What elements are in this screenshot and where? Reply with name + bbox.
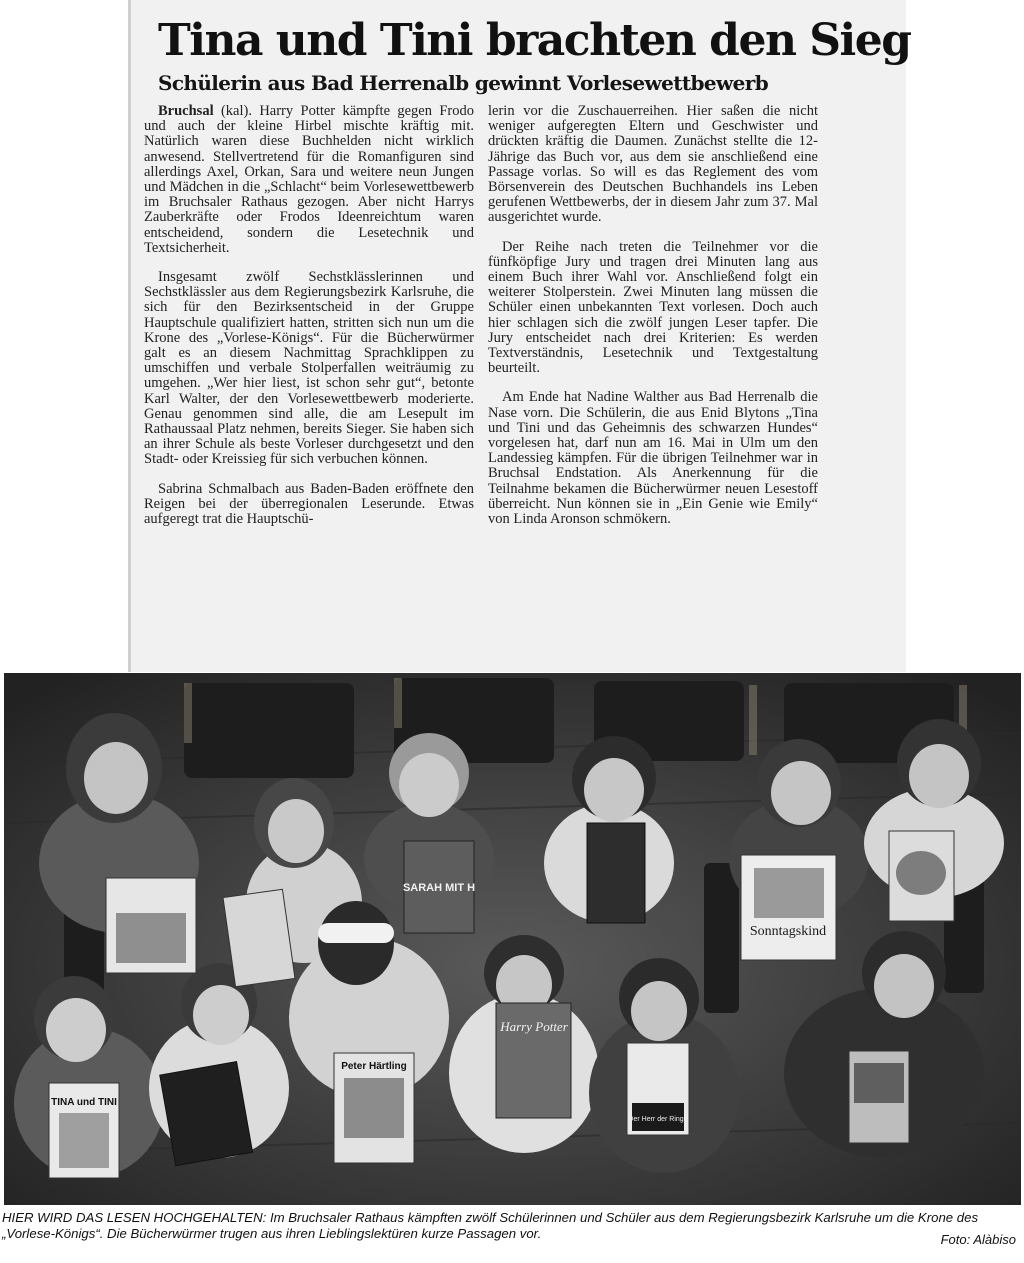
book-2	[223, 889, 295, 986]
paragraph: Sabrina Schmalbach aus Baden-Baden eröffnete den Reigen bei der überregionalen Leserunde. Etwas aufgeregt trat die Hauptschü-	[144, 480, 474, 528]
paragraph	[144, 104, 474, 256]
paragraph: Der Reihe nach treten die Teilnehmer vor die fünfköpfige Jury und tragen drei Minuten lang aus einem Buch ihrer Wahl vor. Anschließend folgt ein weiterer Stolperstein. Zwei Minuten lang müssen die Schüler einen unbekannten Text vorlesen. Doch auch hier schlagen sich die zwölf jungen Leser tapfer. Die Jury entscheidet nach drei Kriterien: Es werden Textverständnis, Lesetechnik und Textgestaltung beurteilt.	[488, 238, 818, 377]
photo-illustration	[4, 673, 1021, 1205]
book-5	[741, 855, 836, 960]
book-8	[160, 1062, 253, 1166]
book-title: Sonntagskind	[749, 924, 827, 939]
book-title: Peter Härtling	[341, 1061, 407, 1072]
article-subheadline: Schülerin aus Bad Herrenalb gewinnt Vorlesewettbewerb	[158, 71, 769, 95]
book-7	[49, 1083, 119, 1178]
caption-lead: HIER WIRD DAS LESEN HOCHGEHALTEN:	[2, 1210, 267, 1225]
book-title: SARAH MIT H	[402, 882, 476, 894]
book-title: Harry Potter	[500, 1019, 568, 1034]
book-12	[849, 1051, 909, 1143]
book-11	[627, 1043, 689, 1135]
group-photo	[4, 673, 1021, 1205]
book-4	[587, 823, 645, 923]
paragraph-text: (kal). Harry Potter kämpfte gegen Frodo und auch der kleine Hirbel mischte kräftig mit. Natürlich waren diese Buchhelden nicht wirklich anwesend. Stellvertretend für die Romanfiguren sind allerdings Axel, Orkan, Sara und weitere neun Jungen und Mädchen in die „Schlacht“ beim Vorlesewettbewerb im Bruchsaler Rathaus gezogen. Aber nicht Harrys Zauberkräfte oder Frodos Ideenreichtum waren entscheidend, sondern die Lesetechnik und Textsicherheit.	[144, 103, 474, 256]
book-title: TINA und TINI	[51, 1097, 117, 1108]
photo-credit: Foto: Alàbiso	[940, 1232, 1016, 1247]
book-9	[334, 1053, 414, 1163]
text-column-right	[488, 104, 818, 541]
paragraph: Am Ende hat Nadine Walther aus Bad Herrenalb die Nase vorn. Die Schülerin, die aus Enid Blytons „Tina und Tini und das Geheimnis des schwarzen Hundes“ vorgelesen hat, darf nun am 16. Mai in Ulm um den Landessieg kämpfen. Für die übrigen Teilnehmer war in Bruchsal Endstation. Als Anerkennung für die Teilnahme bekamen die Bücherwürmer neuen Lesestoff überreicht. Nun können sie in „Ein Genie wie Emily“ von Linda Aronson schmökern.	[488, 389, 818, 528]
book-10	[496, 1003, 571, 1118]
book-3	[403, 841, 475, 933]
caption-text: Im Bruchsaler Rathaus kämpften zwölf Schülerinnen und Schüler aus dem Regierungsbezirk Karlsruhe um die Krone des „Vorlese-Königs“. Die Bücherwürmer trugen aus ihren Lieblingslektüren kurze Passagen vor.	[2, 1210, 979, 1241]
paragraph: lerin vor die Zuschauerreihen. Hier saßen die nicht weniger aufgeregten Eltern und Geschwister und drückten kräftig die Daumen. Zunächst stellte die 12-Jährige das Buch vor, aus dem sie anschließend eine Passage vorlas. So will es das Reglement des vom Börsenverein des Deutschen Buchhandels ins Leben gerufenen Wettbewerbs, der in diesem Jahr zum 37. Mal ausgerichtet wurde.	[488, 103, 818, 226]
dateline: Bruchsal	[158, 103, 214, 119]
article-headline: Tina und Tini brachten den Sieg	[158, 15, 911, 66]
book-6	[889, 831, 954, 921]
paragraph: Insgesamt zwölf Sechstklässlerinnen und Sechstklässler aus dem Regierungsbezirk Karlsruhe, die sich für den Bezirksentscheid in der Gruppe Hauptschule qualifiziert hatten, stritten sich nun um die Krone des „Vorlese-Königs“. Für die Bücherwürmer galt es an diesem Nachmittag Sprachklippen zu umschiffen und verbale Stolperfallen weiträumig zu umgehen. „Wer hier liest, ist schon sehr gut“, betonte Karl Walter, der den Vorlesewettbewerb moderierte. Genau genommen sind alle, die am Lesepult im Rathaussaal Platz nehmen, bereits Sieger. Sie haben sich an ihrer Schule als beste Vorleser durchgesetzt und den Stadt- oder Kreissieg für sich verbuchen können.	[144, 269, 474, 468]
book-title: Der Herr der Ringe	[628, 1116, 688, 1123]
book-1	[106, 878, 196, 973]
text-column-left	[144, 104, 474, 541]
photo-caption	[2, 1210, 1020, 1242]
